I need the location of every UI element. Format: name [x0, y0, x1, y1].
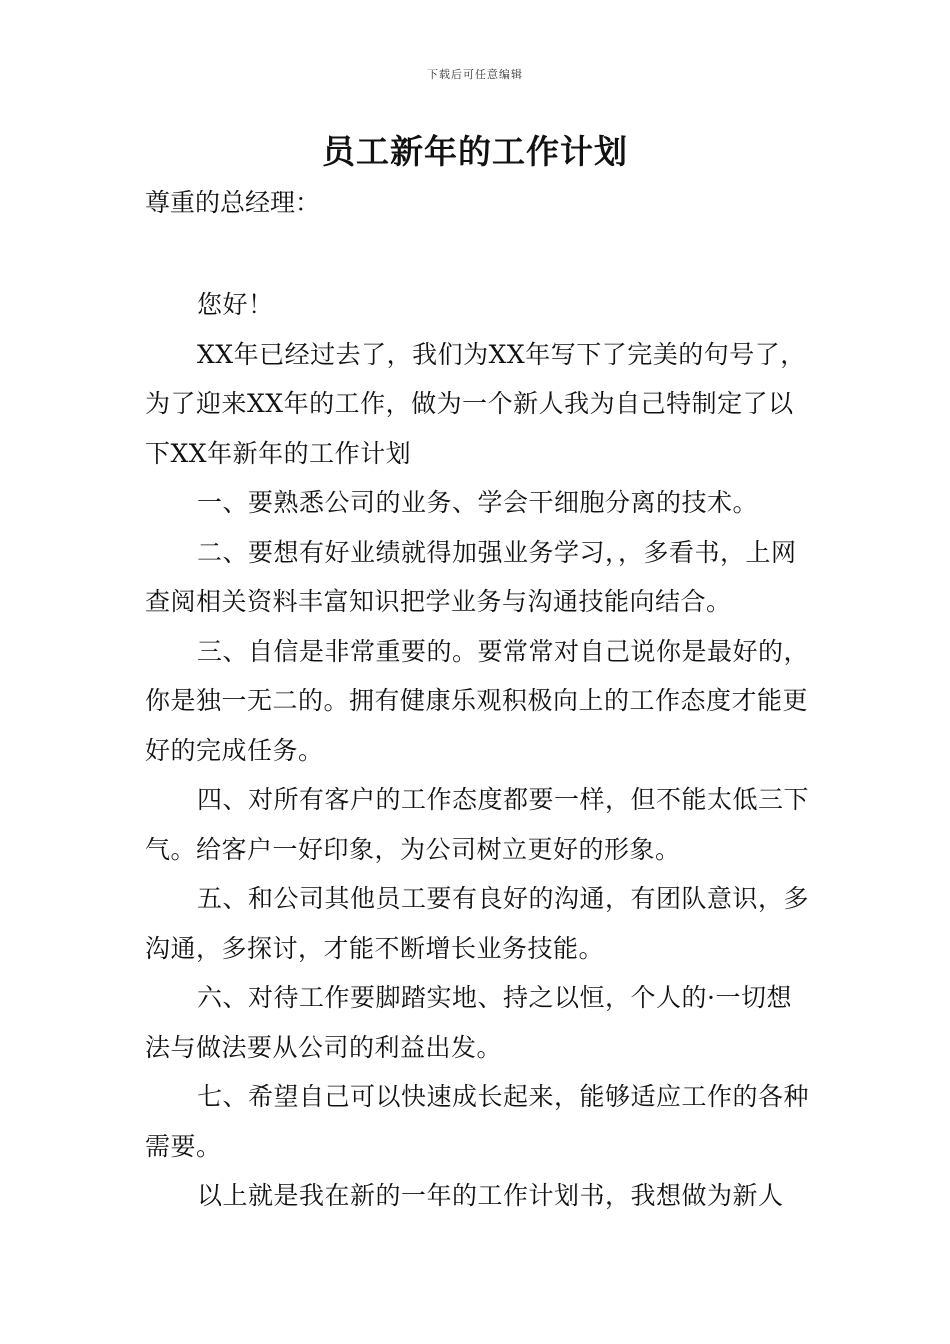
paragraph-greeting: 您好！: [197, 290, 274, 319]
paragraph-item-5: 五、和公司其他员工要有良好的沟通，有团队意识，多沟通，多探讨，才能不断增长业务技能。: [145, 884, 810, 963]
paragraph-closing: 以上就是我在新的一年的工作计划书，我想做为新人: [197, 1181, 784, 1210]
paragraph-item-2: 二、要想有好业绩就得加强业务学习，，多看书，上网查阅相关资料丰富知识把学业务与沟通技能向结合。: [145, 537, 797, 616]
header-note: 下载后可任意编辑: [427, 68, 523, 81]
paragraph-item-3: 三、自信是非常重要的。要常常对自己说你是最好的，你是独一无二的。拥有健康乐观积极向上的工作态度才能更好的完成任务。: [145, 636, 810, 765]
paragraph-item-7: 七、希望自己可以快速成长起来，能够适应工作的各种需要。: [145, 1082, 810, 1161]
paragraph-item-1: 一、要熟悉公司的业务、学会干细胞分离的技术。: [197, 488, 759, 517]
document-body: [145, 280, 810, 1221]
paragraph-intro: XX年已经过去了，我们为XX年写下了完美的句号了，为了迎来XX年的工作，做为一个新人我为自己特制定了以下XX年新年的工作计划: [145, 339, 806, 468]
paragraph-item-4: 四、对所有客户的工作态度都要一样，但不能太低三下气。给客户一好印象，为公司树立更好的形象。: [145, 785, 810, 864]
document-title: 员工新年的工作计划: [322, 132, 628, 171]
salutation: 尊重的总经理：: [145, 188, 321, 217]
paragraph-item-6: 六、对待工作要脚踏实地、持之以恒，个人的·一切想法与做法要从公司的利益出发。: [145, 983, 792, 1062]
